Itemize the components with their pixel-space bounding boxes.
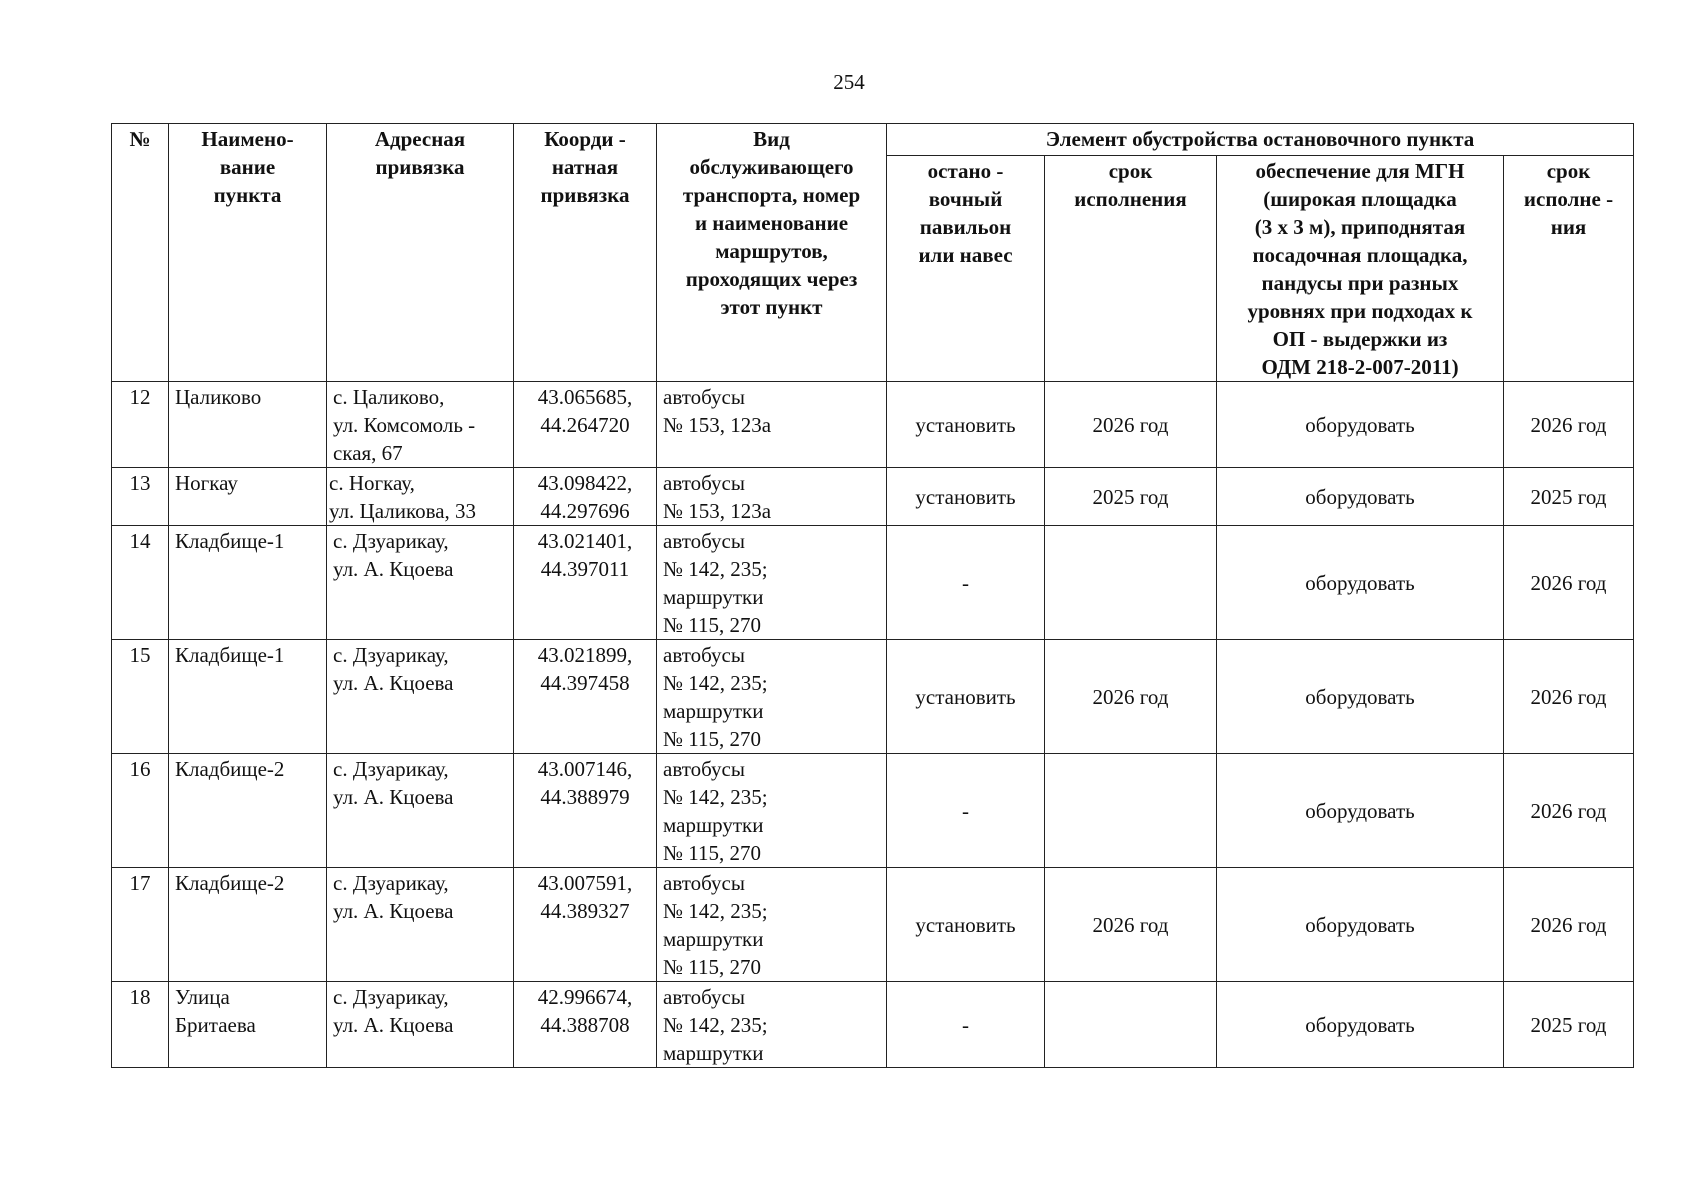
header-name	[169, 124, 327, 382]
cell-line: этот пункт	[720, 295, 823, 319]
cell-line: проходящих через	[685, 267, 858, 291]
cell-line: № 142, 235;	[663, 785, 768, 809]
row-number: 16	[112, 754, 169, 868]
cell-line: № 142, 235;	[663, 557, 768, 581]
stop-name	[169, 468, 327, 526]
cell-line: ния	[1550, 215, 1587, 239]
cell-line: 43.098422,	[537, 471, 633, 495]
transport-routes	[657, 468, 887, 526]
table-row	[112, 868, 1634, 982]
mgn-deadline: 2025 год	[1504, 468, 1634, 526]
cell-line: ОП - выдержки из	[1272, 327, 1448, 351]
cell-line: маршрутки	[663, 1041, 764, 1065]
cell-line: Кладбище-1	[175, 529, 285, 553]
stop-name	[169, 382, 327, 468]
cell-line: с. Цаликово,	[333, 385, 445, 409]
row-number: 13	[112, 468, 169, 526]
cell-line: Коорди -	[544, 127, 626, 151]
stop-address	[327, 982, 514, 1068]
cell-line: 43.007146,	[537, 757, 633, 781]
mgn-action: оборудовать	[1217, 640, 1504, 754]
cell-line: ул. А. Кцоева	[333, 671, 454, 695]
stop-name	[169, 868, 327, 982]
cell-line: № 153, 123а	[663, 499, 772, 523]
mgn-deadline: 2026 год	[1504, 868, 1634, 982]
stop-address	[327, 754, 514, 868]
mgn-deadline: 2026 год	[1504, 754, 1634, 868]
cell-line: Наимено-	[201, 127, 294, 151]
pavilion-action: установить	[887, 640, 1045, 754]
table-row	[112, 468, 1634, 526]
pavilion-deadline	[1045, 982, 1217, 1068]
stop-name	[169, 526, 327, 640]
cell-line: уровнях при подходах к	[1247, 299, 1473, 323]
cell-line: маршрутки	[663, 927, 764, 951]
header-mgn	[1217, 156, 1504, 382]
cell-line: автобусы	[663, 529, 745, 553]
cell-line: с. Дзуарикау,	[333, 529, 449, 553]
cell-line: обеспечение для МГН	[1255, 159, 1465, 183]
stop-name	[169, 754, 327, 868]
cell-line: автобусы	[663, 643, 745, 667]
stop-name	[169, 640, 327, 754]
cell-line: 44.397458	[540, 671, 630, 695]
cell-line: № 115, 270	[663, 955, 762, 979]
cell-line: с. Дзуарикау,	[333, 871, 449, 895]
row-number: 15	[112, 640, 169, 754]
cell-line: ул. А. Кцоева	[333, 899, 454, 923]
mgn-action: оборудовать	[1217, 382, 1504, 468]
cell-line: Цаликово	[175, 385, 262, 409]
cell-line: № 153, 123а	[663, 413, 772, 437]
cell-line: 44.397011	[540, 557, 630, 581]
cell-line: 43.021899,	[537, 643, 633, 667]
transport-routes	[657, 382, 887, 468]
header-address	[327, 124, 514, 382]
cell-line: исполне -	[1523, 187, 1614, 211]
cell-line: Кладбище-2	[175, 871, 285, 895]
header-transport	[657, 124, 887, 382]
cell-line: № 142, 235;	[663, 1013, 768, 1037]
cell-line: маршрутов,	[715, 239, 828, 263]
cell-line: 43.065685,	[537, 385, 633, 409]
cell-line: ул. А. Кцоева	[333, 557, 454, 581]
cell-line: автобусы	[663, 471, 745, 495]
stop-coordinates	[514, 468, 657, 526]
cell-line: и наименование	[694, 211, 849, 235]
table-row	[112, 640, 1634, 754]
mgn-action: оборудовать	[1217, 468, 1504, 526]
cell-line: № 142, 235;	[663, 671, 768, 695]
stop-coordinates	[514, 868, 657, 982]
cell-line: ул. Комсомоль -	[333, 413, 476, 437]
cell-line: (3 х 3 м), приподнятая	[1254, 215, 1466, 239]
cell-line: 44.389327	[540, 899, 630, 923]
table-row	[112, 382, 1634, 468]
stop-coordinates	[514, 640, 657, 754]
table-row	[112, 754, 1634, 868]
pavilion-action: -	[887, 982, 1045, 1068]
stop-coordinates	[514, 754, 657, 868]
cell-line: ул. Цаликова, 33	[329, 499, 477, 523]
stop-coordinates	[514, 982, 657, 1068]
pavilion-deadline	[1045, 754, 1217, 868]
mgn-deadline: 2025 год	[1504, 982, 1634, 1068]
cell-line: маршрутки	[663, 813, 764, 837]
cell-line: обслуживающего	[689, 155, 854, 179]
page-number: 254	[833, 70, 865, 94]
cell-line: павильон	[919, 215, 1012, 239]
transport-routes	[657, 982, 887, 1068]
cell-line: 44.264720	[540, 413, 630, 437]
cell-line: Ногкау	[175, 471, 238, 495]
stop-address	[327, 526, 514, 640]
cell-line: 43.007591,	[537, 871, 633, 895]
cell-line: Вид	[753, 127, 790, 151]
cell-line: 44.388979	[540, 785, 630, 809]
mgn-deadline: 2026 год	[1504, 640, 1634, 754]
cell-line: 44.388708	[540, 1013, 630, 1037]
pavilion-deadline: 2025 год	[1045, 468, 1217, 526]
table-body	[112, 382, 1634, 1068]
table-row	[112, 982, 1634, 1068]
mgn-action: оборудовать	[1217, 754, 1504, 868]
pavilion-deadline: 2026 год	[1045, 640, 1217, 754]
cell-line: № 115, 270	[663, 727, 762, 751]
header-deadline-2	[1504, 156, 1634, 382]
cell-line: с. Дзуарикау,	[333, 757, 449, 781]
cell-line: № 115, 270	[663, 841, 762, 865]
stop-address	[327, 468, 514, 526]
transport-routes	[657, 526, 887, 640]
mgn-deadline: 2026 год	[1504, 526, 1634, 640]
table-row	[112, 526, 1634, 640]
pavilion-deadline: 2026 год	[1045, 382, 1217, 468]
pavilion-action: установить	[887, 468, 1045, 526]
stop-coordinates	[514, 382, 657, 468]
cell-line: 43.021401,	[537, 529, 633, 553]
cell-line: автобусы	[663, 757, 745, 781]
row-number: 14	[112, 526, 169, 640]
cell-line: посадочная площадка,	[1252, 243, 1468, 267]
cell-line: исполнения	[1074, 187, 1187, 211]
cell-line: автобусы	[663, 385, 745, 409]
cell-line: 44.297696	[540, 499, 630, 523]
pavilion-deadline	[1045, 526, 1217, 640]
stop-name	[169, 982, 327, 1068]
cell-line: Улица	[175, 985, 230, 1009]
stop-address	[327, 382, 514, 468]
cell-line: пункта	[213, 183, 282, 207]
transport-routes	[657, 640, 887, 754]
cell-line: ул. А. Кцоева	[333, 785, 454, 809]
cell-line: привязка	[540, 183, 630, 207]
cell-line: срок	[1108, 159, 1153, 183]
header-num: №	[112, 124, 169, 382]
pavilion-action: установить	[887, 868, 1045, 982]
cell-line: (широкая площадка	[1263, 187, 1457, 211]
row-number: 18	[112, 982, 169, 1068]
transport-routes	[657, 868, 887, 982]
mgn-action: оборудовать	[1217, 868, 1504, 982]
mgn-action: оборудовать	[1217, 982, 1504, 1068]
cell-line: с. Дзуарикау,	[333, 643, 449, 667]
bus-stops-table	[111, 123, 1634, 1068]
cell-line: вочный	[928, 187, 1003, 211]
cell-line: маршрутки	[663, 699, 764, 723]
pavilion-action: -	[887, 526, 1045, 640]
cell-line: или навес	[918, 243, 1013, 267]
cell-line: остано -	[927, 159, 1004, 183]
cell-line: с. Ногкау,	[329, 471, 415, 495]
cell-line: ОДМ 218-2-007-2011)	[1261, 355, 1459, 379]
cell-line: транспорта, номер	[682, 183, 861, 207]
header-deadline-1	[1045, 156, 1217, 382]
cell-line: срок	[1546, 159, 1591, 183]
cell-line: пандусы при разных	[1261, 271, 1459, 295]
cell-line: Адресная	[374, 127, 466, 151]
header-group: Элемент обустройства остановочного пункта	[887, 124, 1634, 156]
cell-line: Бритаева	[175, 1013, 256, 1037]
cell-line: автобусы	[663, 985, 745, 1009]
pavilion-deadline: 2026 год	[1045, 868, 1217, 982]
header-coords	[514, 124, 657, 382]
cell-line: автобусы	[663, 871, 745, 895]
row-number: 12	[112, 382, 169, 468]
stop-address	[327, 640, 514, 754]
pavilion-action: -	[887, 754, 1045, 868]
cell-line: ул. А. Кцоева	[333, 1013, 454, 1037]
pavilion-action: установить	[887, 382, 1045, 468]
cell-line: № 142, 235;	[663, 899, 768, 923]
mgn-deadline: 2026 год	[1504, 382, 1634, 468]
cell-line: вание	[219, 155, 276, 179]
cell-line: натная	[551, 155, 619, 179]
stop-coordinates	[514, 526, 657, 640]
transport-routes	[657, 754, 887, 868]
cell-line: Кладбище-2	[175, 757, 285, 781]
cell-line: 42.996674,	[537, 985, 633, 1009]
mgn-action: оборудовать	[1217, 526, 1504, 640]
row-number: 17	[112, 868, 169, 982]
stop-address	[327, 868, 514, 982]
cell-line: привязка	[375, 155, 465, 179]
header-pavilion	[887, 156, 1045, 382]
cell-line: с. Дзуарикау,	[333, 985, 449, 1009]
cell-line: ская, 67	[333, 441, 403, 465]
cell-line: маршрутки	[663, 585, 764, 609]
cell-line: Кладбище-1	[175, 643, 285, 667]
cell-line: № 115, 270	[663, 613, 762, 637]
